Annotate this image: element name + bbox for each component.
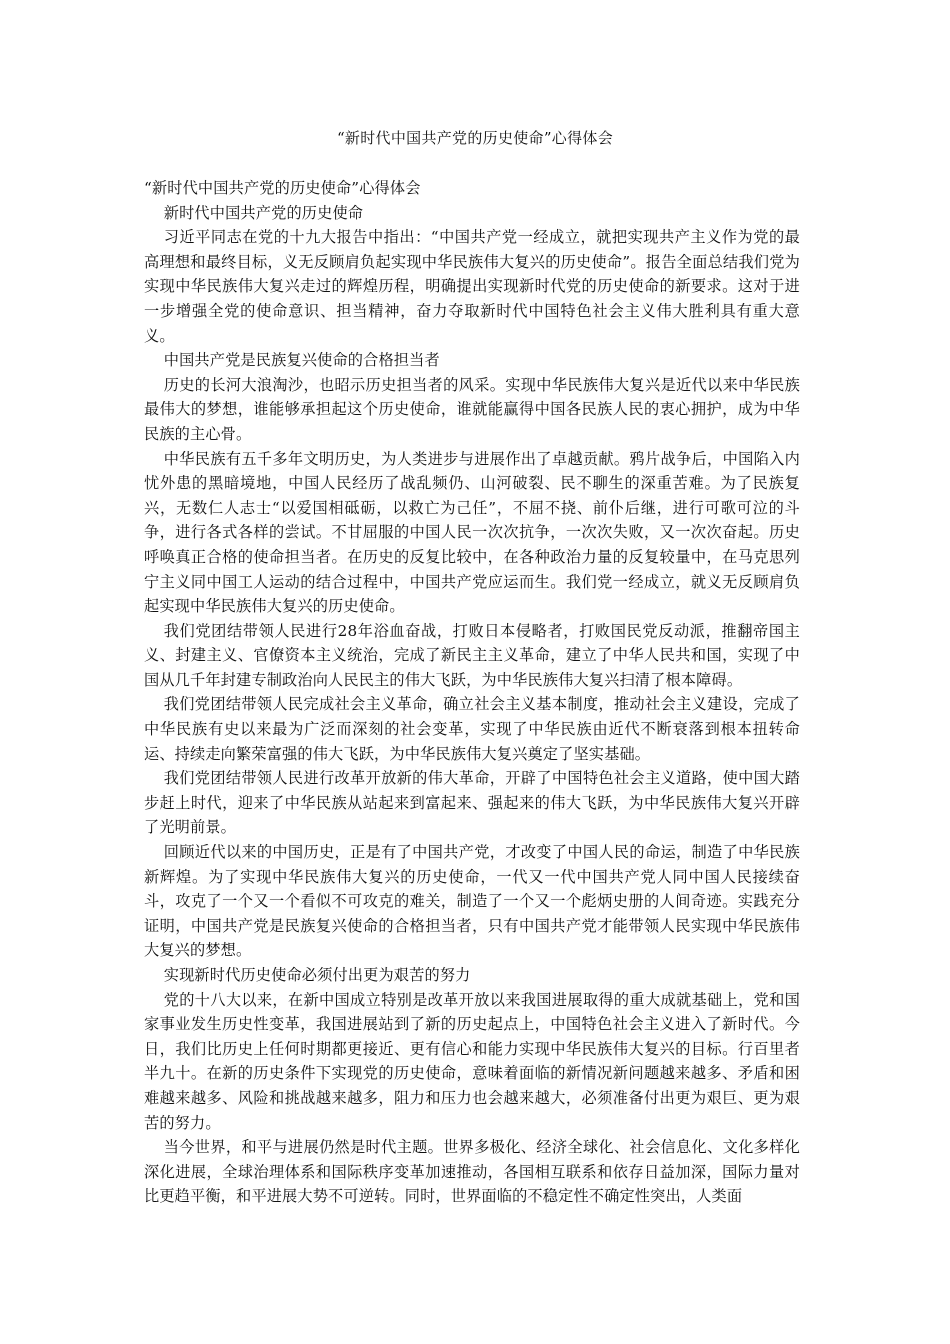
section-heading: 实现新时代历史使命必须付出更为艰苦的努力 xyxy=(163,966,471,984)
paragraph: 历史的长河大浪淘沙，也昭示历史担当者的风采。实现中华民族伟大复兴是近代以来中华民族最伟大的梦想，谁能够承担起这个历史使命，谁就能赢得中国各民族人民的衷心拥护，成为中华民族的主心骨。 xyxy=(144,375,800,443)
paragraph: 我们党团结带领人民进行改革开放新的伟大革命，开辟了中国特色社会主义道路，使中国大踏步赶上时代，迎来了中华民族从站起来到富起来、强起来的伟大飞跃，为中华民族伟大复兴开辟了光明前景。 xyxy=(144,769,800,837)
paragraph: 当今世界，和平与进展仍然是时代主题。世界多极化、经济全球化、社会信息化、文化多样化深化进展，全球治理体系和国际秩序变革加速推动，各国相互联系和依存日益加深，国际力量对比更趋平衡，和平进展大势不可逆转。同时，世界面临的不稳定性不确定性突出，人类面 xyxy=(144,1138,800,1206)
paragraph: 我们党团结带领人民完成社会主义革命，确立社会主义基本制度，推动社会主义建设，完成了中华民族有史以来最为广泛而深刻的社会变革，实现了中华民族由近代不断衰落到根本扭转命运、持续走向繁荣富强的伟大飞跃，为中华民族伟大复兴奠定了坚实基础。 xyxy=(144,695,800,763)
section-heading: 新时代中国共产党的历史使命 xyxy=(163,203,364,222)
document-subtitle: “新时代中国共产党的历史使命”心得体会 xyxy=(144,179,421,197)
paragraph: 党的十八大以来，在新中国成立特别是改革开放以来我国进展取得的重大成就基础上，党和国家事业发生历史性变革，我国进展站到了新的历史起点上，中国特色社会主义进入了新时代。今日，我们比历史上任何时期都更接近、更有信心和能力实现中华民族伟大复兴的目标。行百里者半九十。在新的历史条件下实现党的历史使命，意味着面临的新情况新问题越来越多、矛盾和困难越来越多、风险和挑战越来越多，阻力和压力也会越来越大，必须准备付出更为艰巨、更为艰苦的努力。 xyxy=(144,990,800,1132)
paragraph: 习近平同志在党的十九大报告中指出：“中国共产党一经成立，就把实现共产主义作为党的最高理想和最终目标，义无反顾肩负起实现中华民族伟大复兴的历史使命”。报告全面总结我们党为实现中华民族伟大复兴走过的辉煌历程，明确提出实现新时代党的历史使命的新要求。这对于进一步增强全党的使命意识、担当精神，奋力夺取新时代中国特色社会主义伟大胜利具有重大意义。 xyxy=(144,228,800,345)
document-body xyxy=(144,176,800,1209)
paragraph: 中华民族有五千多年文明历史，为人类进步与进展作出了卓越贡献。鸦片战争后，中国陷入内忧外患的黑暗境地，中国人民经历了战乱频仍、山河破裂、民不聊生的深重苦难。为了民族复兴，无数仁人志士“以爱国相砥砺，以救亡为己任”，不屈不挠、前仆后继，进行可歌可泣的斗争，进行各式各样的尝试。不甘屈服的中国人民一次次抗争，一次次失败，又一次次奋起。历史呼唤真正合格的使命担当者。在历史的反复比较中，在各种政治力量的反复较量中，在马克思列宁主义同中国工人运动的结合过程中，中国共产党应运而生。我们党一经成立，就义无反顾肩负起实现中华民族伟大复兴的历史使命。 xyxy=(144,449,800,616)
paragraph: 我们党团结带领人民进行28年浴血奋战，打败日本侵略者，打败国民党反动派，推翻帝国主义、封建主义、官僚资本主义统治，完成了新民主主义革命，建立了中华人民共和国，实现了中国从几千年封建专制政治向人民民主的伟大飞跃，为中华民族伟大复兴扫清了根本障碍。 xyxy=(144,621,800,689)
section-heading: 中国共产党是民族复兴使命的合格担当者 xyxy=(163,351,440,370)
document-title: “新时代中国共产党的历史使命”心得体会 xyxy=(336,129,614,147)
paragraph: 回顾近代以来的中国历史，正是有了中国共产党，才改变了中国人民的命运，制造了中华民族新辉煌。为了实现中华民族伟大复兴的历史使命，一代又一代中国共产党人同中国人民接续奋斗，攻克了一个又一个看似不可攻克的难关，制造了一个又一个彪炳史册的人间奇迹。实践充分证明，中国共产党是民族复兴使命的合格担当者，只有中国共产党才能带领人民实现中华民族伟大复兴的梦想。 xyxy=(144,843,800,960)
